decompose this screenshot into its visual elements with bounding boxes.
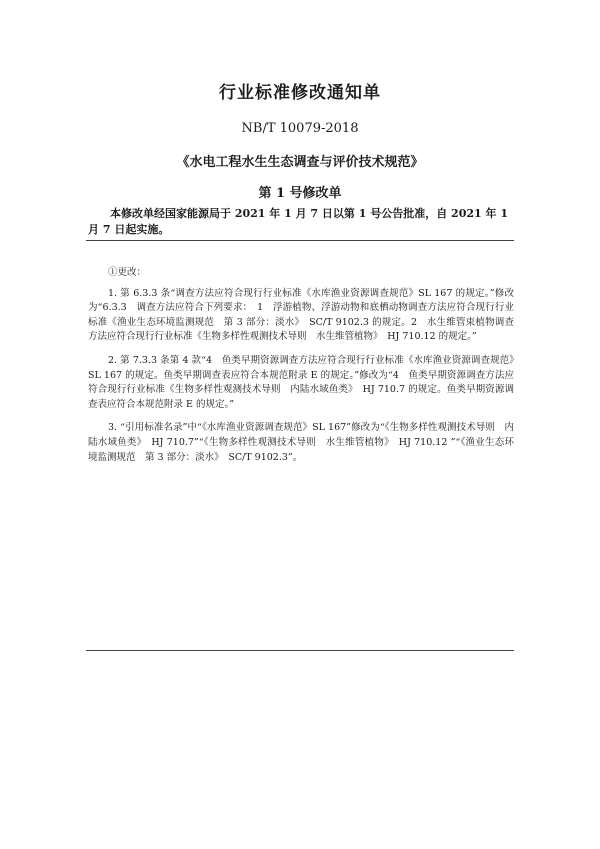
top-divider	[86, 240, 514, 241]
document-title: 行业标准修改通知单	[219, 83, 381, 103]
approval-notice: 本修改单经国家能源局于 2021 年 1 月 7 日以第 1 号公告批准，自 2021 年 1 月 7 日起实施。	[88, 207, 508, 236]
standard-name: 《水电工程水生生态调查与评价技术规范》	[176, 155, 424, 170]
bottom-divider	[86, 650, 514, 651]
amendment-item-2: 2. 第 7.3.3 条第 4 款“4 鱼类早期资源调查方法应符合现行行业标准《水库渔业资源调查规范》SL 167 的规定。鱼类早期调查表应符合本规范附录 E 的规定。”修改为“4 鱼类早期资源调查方法应符合现行行业标准《生物多样性观测技术导则 内陆水域鱼类》 HJ 710.7 的规定。鱼类早期资源调查表应符合本规范附录 E 的规定。”	[88, 354, 514, 410]
amendment-number: 第 1 号修改单	[258, 186, 342, 201]
standard-number: NB/T 10079-2018	[241, 121, 359, 136]
change-label: ①更改：	[108, 267, 147, 278]
amendment-item-1: 1. 第 6.3.3 条“调查方法应符合现行行业标准《水库渔业资源调查规范》SL 167 的规定。”修改为“6.3.3 调查方法应符合下列要求： 1 浮游植物、浮游动物和底栖动物调查方法应符合现行行业标准《渔业生态环境监测规范 第 3 部分：淡水》 SC/T 9102.3 的规定。2 水生维管束植物调查方法应符合现行行业标准《生物多样性观测技术导则 水生维管植物》 HJ 710.12 的规定。”	[88, 287, 514, 343]
amendment-item-3: 3. “引用标准名录”中“《水库渔业资源调查规范》SL 167”修改为“《生物多样性观测技术导则 内陆水域鱼类》 HJ 710.7”“《生物多样性观测技术导则 水生维管植物》 HJ 710.12 ”“《渔业生态环境监测规范 第 3 部分：淡水》 SC/T 9102.3”。	[88, 422, 514, 463]
amendment-body	[88, 266, 514, 474]
